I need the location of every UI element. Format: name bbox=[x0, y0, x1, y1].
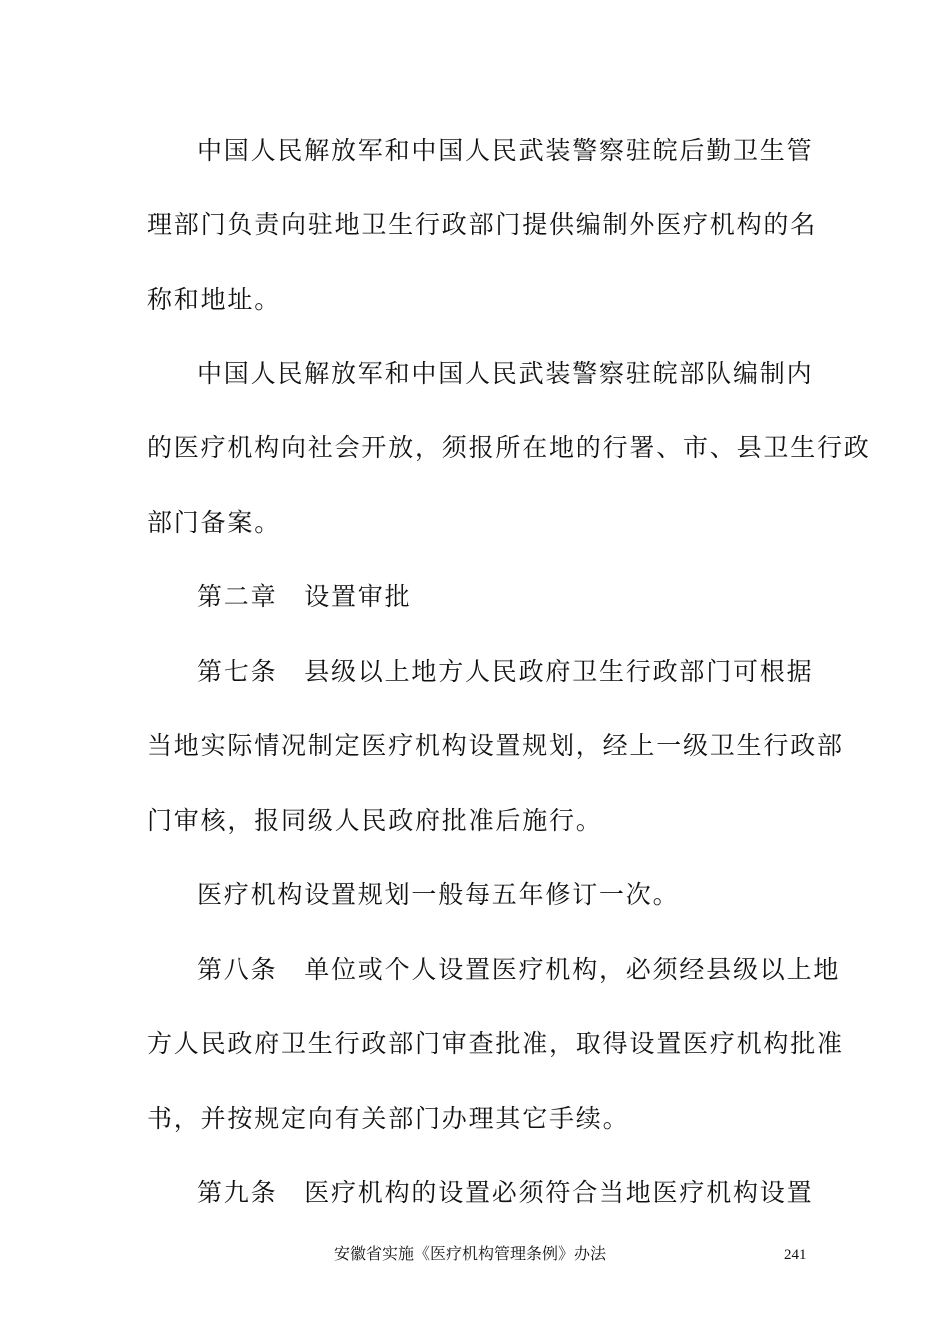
paragraph-line-4: 中国人民解放军和中国人民武装警察驻皖部队编制内 bbox=[197, 359, 814, 388]
footer-title: 安徽省实施《医疗机构管理条例》办法 bbox=[334, 1244, 607, 1263]
article-9-line-1: 第九条 医疗机构的设置必须符合当地医疗机构设置 bbox=[197, 1178, 814, 1207]
page-number: 241 bbox=[784, 1247, 807, 1263]
paragraph-line-3: 称和地址。 bbox=[147, 285, 282, 314]
article-8-line-2: 方人民政府卫生行政部门审查批准，取得设置医疗机构批准 bbox=[147, 1029, 844, 1058]
paragraph-line-5: 的医疗机构向社会开放，须报所在地的行署、市、县卫生行政 bbox=[147, 433, 871, 462]
article-7-line-4: 医疗机构设置规划一般每五年修订一次。 bbox=[197, 880, 680, 909]
article-8-line-3: 书，并按规定向有关部门办理其它手续。 bbox=[147, 1104, 630, 1133]
paragraph-line-1: 中国人民解放军和中国人民武装警察驻皖后勤卫生管 bbox=[197, 136, 814, 165]
paragraph-line-6: 部门备案。 bbox=[147, 508, 282, 537]
article-7-line-1: 第七条 县级以上地方人民政府卫生行政部门可根据 bbox=[197, 657, 814, 686]
article-7-line-3: 门审核，报同级人民政府批准后施行。 bbox=[147, 806, 603, 835]
article-8-line-1: 第八条 单位或个人设置医疗机构，必须经县级以上地 bbox=[197, 955, 841, 984]
chapter-heading: 第二章 设置审批 bbox=[197, 582, 412, 611]
article-7-line-2: 当地实际情况制定医疗机构设置规划，经上一级卫生行政部 bbox=[147, 731, 844, 760]
paragraph-line-2: 理部门负责向驻地卫生行政部门提供编制外医疗机构的名 bbox=[147, 210, 818, 239]
